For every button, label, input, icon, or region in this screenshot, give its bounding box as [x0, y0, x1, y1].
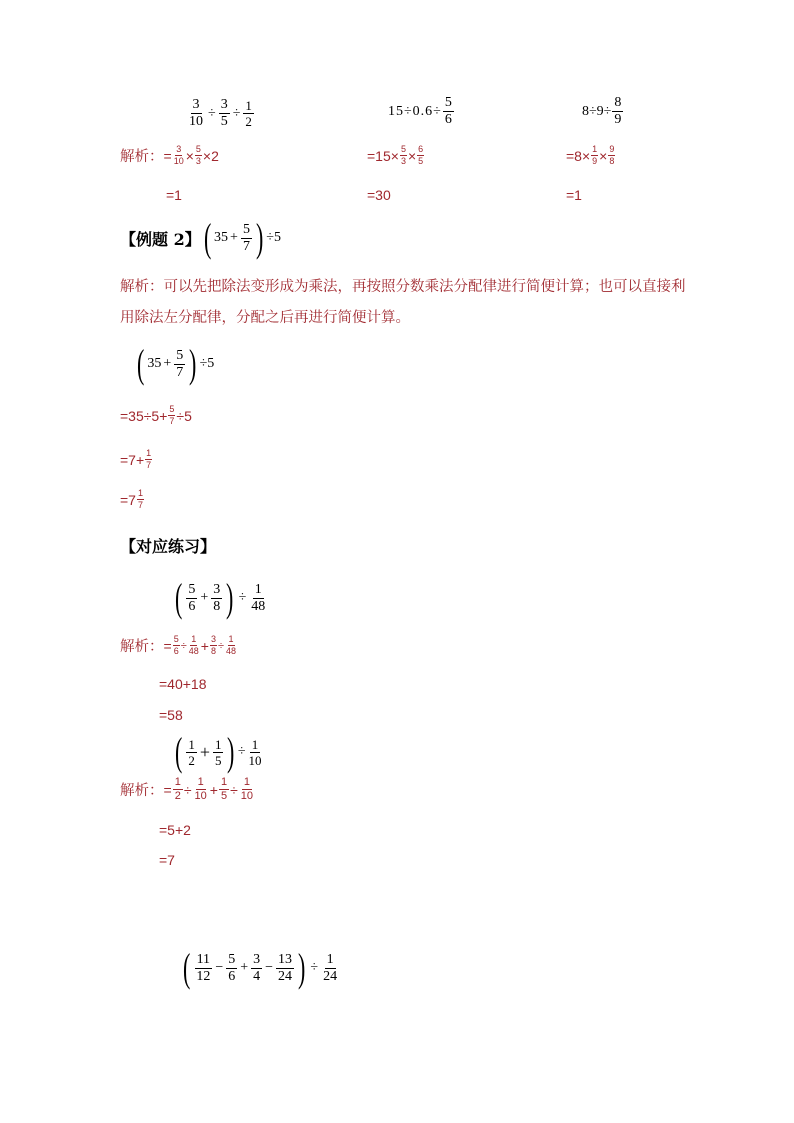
practice-q1-step-3: =58: [159, 707, 183, 723]
example2-step-3: =7 $\frac{1}{7}$: [120, 488, 143, 510]
fraction: $\frac{5}{7}$: [176, 347, 184, 380]
fraction: $\frac{1}{9}$: [592, 144, 598, 166]
fraction: $\frac{6}{5}$: [418, 144, 424, 166]
practice-q2-step-3: =7: [159, 852, 175, 868]
fraction: $\frac{5}{6}$: [444, 95, 452, 127]
fraction: $\frac{5}{3}$: [400, 144, 406, 166]
fraction: $\frac{5}{6}$: [228, 951, 236, 984]
fraction: $\frac{1}{10}$: [194, 776, 207, 802]
practice-title: 【对应练习】: [120, 537, 217, 556]
practice-q1-step-1: 解析： = $\frac{5}{6}$ ÷ $\frac{1}{48}$ + $\frac{3}{8}$ ÷ $\frac{1}{48}$: [120, 634, 237, 656]
practice-q2-step-1: 解析： = $\frac{1}{2}$ ÷ $\frac{1}{10}$ + $\frac{1}{5}$ ÷ $\frac{1}{10}$: [120, 776, 253, 802]
example2-step-2: =7+ $\frac{1}{7}$: [120, 448, 152, 470]
fraction: $\frac{1}{7}$: [137, 488, 143, 510]
example2-step-1: =35÷5+ $\frac{5}{7}$ ÷5: [120, 404, 192, 426]
fraction: $\frac{3}{8}$: [213, 581, 221, 614]
fraction: $\frac{1}{48}$: [251, 581, 266, 614]
p2-result: =30: [367, 187, 391, 203]
fraction: $\frac{3}{8}$: [210, 634, 216, 656]
practice-q3: ( $\frac{11}{12}$ − $\frac{5}{6}$ + $\frac{3}{4}$ − $\frac{13}{24}$ ) ÷ $\frac{1}{24}$: [182, 945, 338, 990]
fraction: $\frac{1}{10}$: [248, 736, 262, 768]
analysis-row-1: 解析： = $\frac{3}{10}$ × $\frac{5}{3}$ ×2: [120, 144, 219, 166]
fraction: $\frac{5}{6}$: [188, 581, 196, 614]
analysis-p2-step1: =15× $\frac{5}{3}$ × $\frac{6}{5}$: [367, 144, 424, 166]
practice-q1-step-2: =40+18: [159, 676, 207, 692]
fraction: $\frac{3}{10}$: [173, 144, 184, 166]
fraction: $\frac{1}{7}$: [146, 448, 152, 470]
problem-2: 15÷0.6÷ $\frac{5}{6}$: [388, 95, 452, 127]
fraction: $\frac{5}{3}$: [195, 144, 201, 166]
fraction: $\frac{11}{12}$: [196, 951, 211, 984]
fraction: $\frac{1}{24}$: [323, 951, 338, 984]
fraction: $\frac{3}{5}$: [220, 97, 228, 129]
fraction: $\frac{3}{10}$: [189, 97, 203, 129]
fraction: $\frac{9}{8}$: [609, 144, 615, 166]
example2-analysis: 解析：可以先把除法变形成为乘法，再按照分数乘法分配律进行简便计算；也可以直接利用除法左分配律，分配之后再进行简便计算。: [120, 279, 686, 326]
fraction: $\frac{1}{2}$: [188, 736, 195, 768]
fraction: $\frac{5}{7}$: [242, 221, 250, 254]
fraction: $\frac{1}{5}$: [214, 736, 222, 768]
practice-q2-step-2: =5+2: [159, 822, 191, 838]
fraction: $\frac{1}{10}$: [240, 776, 253, 802]
fraction: $\frac{5}{7}$: [169, 404, 175, 426]
analysis-label: 解析：: [120, 149, 164, 165]
fraction: $\frac{1}{5}$: [220, 776, 228, 802]
fraction: $\frac{8}{9}$: [614, 95, 622, 127]
practice-q2: ( $\frac{1}{2}$ + $\frac{1}{5}$ ) ÷ $\frac{1}{10}$: [174, 729, 262, 774]
fraction: $\frac{13}{24}$: [278, 951, 293, 984]
practice-q1: ( $\frac{5}{6}$ + $\frac{3}{8}$ ) ÷ $\frac{1}{48}$: [174, 575, 266, 620]
example-title: 【例题 2】: [120, 229, 201, 249]
analysis-label: 解析：: [120, 783, 164, 799]
p1-result: =1: [166, 187, 182, 203]
fraction: $\frac{1}{2}$: [174, 776, 181, 802]
fraction: $\frac{1}{2}$: [245, 98, 252, 129]
fraction: $\frac{3}{4}$: [253, 951, 261, 984]
problem-3: 8÷9÷ $\frac{8}{9}$: [582, 95, 622, 127]
fraction: $\frac{1}{48}$: [188, 634, 199, 656]
problem-1: $\frac{3}{10}$ ÷ $\frac{3}{5}$ ÷ $\frac{1}{2}$: [189, 97, 252, 129]
analysis-p3-step1: =8× $\frac{1}{9}$ × $\frac{9}{8}$: [566, 144, 615, 166]
fraction: $\frac{1}{48}$: [226, 634, 237, 656]
fraction: $\frac{5}{6}$: [173, 634, 179, 656]
example2-heading: 【例题 2】 ( 35 + $\frac{5}{7}$ ) ÷5: [120, 215, 281, 260]
example2-expression: ( 35 + $\frac{5}{7}$ ) ÷5: [136, 341, 215, 386]
analysis-label: 解析：: [120, 639, 164, 655]
analysis-label: 解析: [120, 279, 149, 295]
p3-result: =1: [566, 187, 582, 203]
